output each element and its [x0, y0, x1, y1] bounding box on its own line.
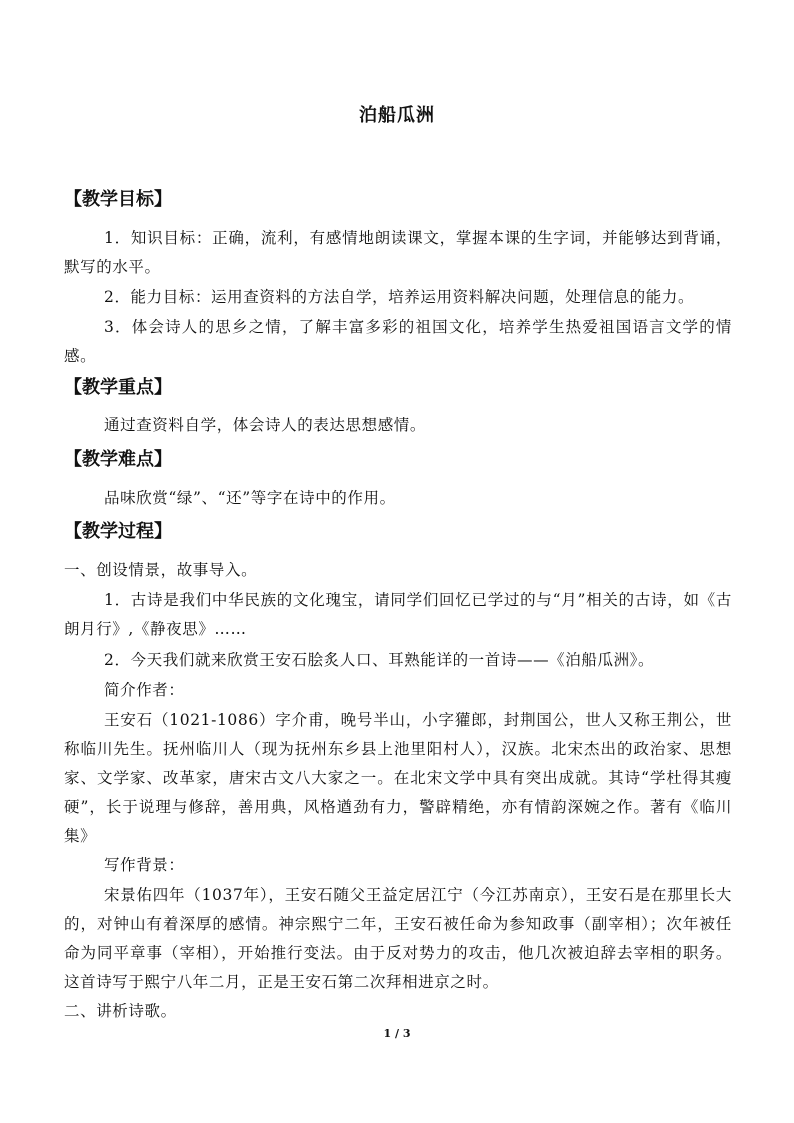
author-text: 王安石（1021-1086）字介甫，晚号半山，小字獾郎，封荆国公，世人又称王荆公，世称临川先生。抚州临川人（现为抚州东乡县上池里阳村人），汉族。北宋杰出的政治家、思想家、文学家、改革家，唐宋古文八大家之一。在北宋文学中具有突出成就。其诗“学杜得其瘦硬”，长于说理与修辞，善用典，风格遒劲有力，警辟精绝，亦有情韵深婉之作。著有《临川集》 [64, 711, 732, 845]
process-item-2: 2．今天我们就来欣赏王安石脍炙人口、耳熟能详的一首诗——《泊船瓜洲》。 [104, 651, 655, 669]
difficulties-text: 品味欣赏“绿”、“还”等字在诗中的作用。 [104, 489, 396, 507]
heading-key-points: 【教学重点】 [64, 377, 172, 398]
objectives-item-3: 3．体会诗人的思乡之情，了解丰富多彩的祖国文化，培养学生热爱祖国语言文学的情感。 [64, 318, 732, 365]
objectives-item-2: 2．能力目标：运用查资料的方法自学，培养运用资料解决问题，处理信息的能力。 [104, 288, 695, 306]
heading-objectives: 【教学目标】 [64, 189, 172, 210]
document-title: 泊船瓜洲 [359, 105, 435, 126]
background-text: 宋景佑四年（1037年），王安石随父王益定居江宁（今江苏南京），王安石是在那里长大的，对钟山有着深厚的感情。神宗熙宁二年，王安石被任命为参知政事（副宰相）；次年被任命为同平章事（宰相），开始推行变法。由于反对势力的攻击，他几次被迫辞去宰相的职务。这首诗写于熙宁八年二月，正是王安石第二次拜相进京之时。 [64, 886, 732, 991]
heading-process: 【教学过程】 [64, 521, 172, 542]
process-step-1: 一、创设情景，故事导入。 [64, 561, 258, 579]
author-label: 简介作者： [104, 681, 185, 699]
background-label: 写作背景： [104, 856, 185, 874]
key-points-text: 通过查资料自学，体会诗人的表达思想感情。 [104, 416, 427, 434]
heading-difficulties: 【教学难点】 [64, 449, 172, 470]
process-step-2: 二、讲析诗歌。 [64, 1002, 177, 1020]
page-number: 1 / 3 [383, 1027, 411, 1040]
objectives-item-1: 1．知识目标：正确，流利，有感情地朗读课文，掌握本课的生字词，并能够达到背诵，默写的水平。 [64, 229, 732, 276]
process-item-1: 1．古诗是我们中华民族的文化瑰宝，请同学们回忆已学过的与“月”相关的古诗，如《古朗月行》,《静夜思》…… [64, 591, 732, 638]
